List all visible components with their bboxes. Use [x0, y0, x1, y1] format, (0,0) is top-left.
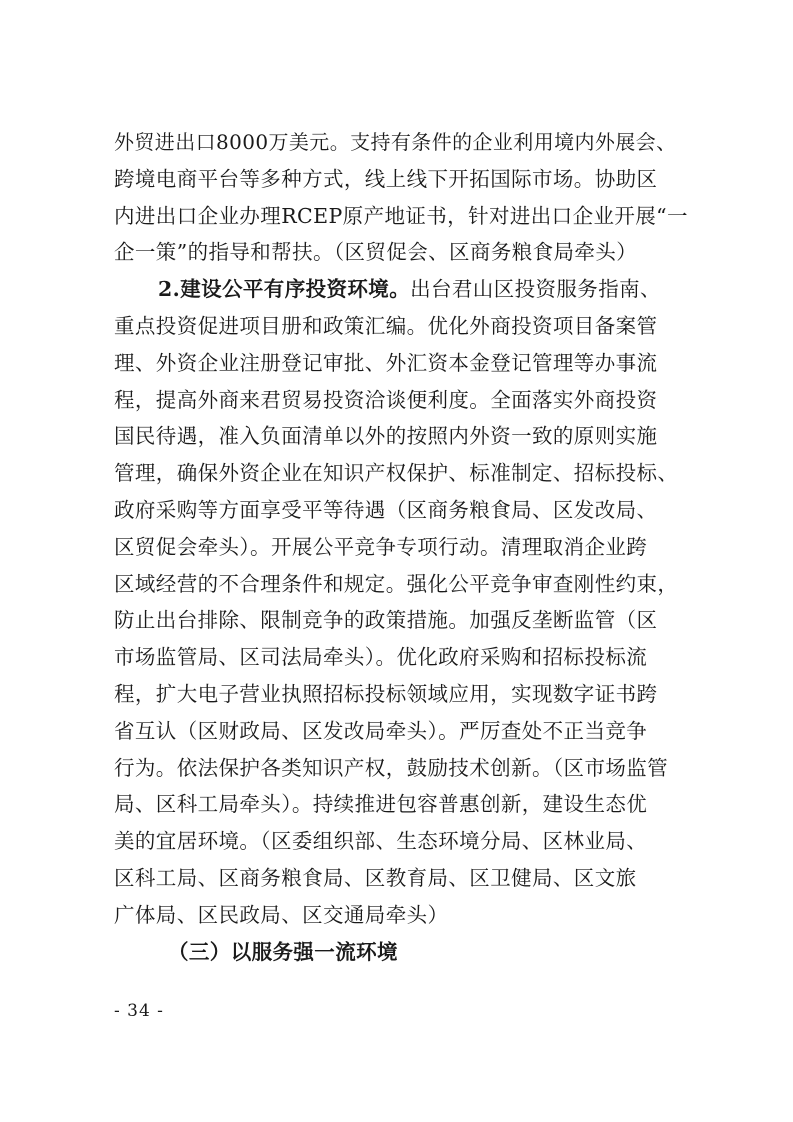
- body-line: 政府采购等方面享受平等待遇（区商务粮食局、区发改局、: [114, 497, 658, 522]
- body-line: 局、区科工局牵头）。持续推进包容普惠创新，建设生态优: [114, 792, 648, 817]
- page-number: - 34 -: [114, 1001, 164, 1021]
- body-line: 管理，确保外资企业在知识产权保护、标准制定、招标投标、: [114, 461, 679, 486]
- body-line: 重点投资促进项目册和政策汇编。优化外商投资项目备案管: [114, 313, 658, 338]
- body-line: 市场监管局、区司法局牵头）。优化政府采购和招标投标流: [114, 645, 648, 670]
- body-line: 省互认（区财政局、区发改局牵头）。严厉查处不正当竞争: [114, 718, 648, 743]
- paragraph-2-first-line: [114, 271, 682, 308]
- body-line: 企一策”的指导和帮扶。（区贸促会、区商务粮食局牵头）: [114, 240, 638, 265]
- body-line: 广体局、区民政局、区交通局牵头）: [114, 902, 449, 927]
- document-body: [114, 124, 688, 970]
- body-line: 国民待遇，准入负面清单以外的按照内外资一致的原则实施: [114, 424, 658, 449]
- body-text-run: 出台君山区投资服务指南、: [410, 277, 661, 302]
- body-line: 外贸进出口8000万美元。支持有条件的企业利用境内外展会、: [114, 130, 677, 154]
- section-heading: （三）以服务强一流环境: [168, 939, 398, 964]
- body-line: 区域经营的不合理条件和规定。强化公平竞争审查刚性约束，: [114, 571, 679, 596]
- body-line: 跨境电商平台等多种方式，线上线下开拓国际市场。协助区: [114, 166, 658, 191]
- body-line: 美的宜居环境。（区委组织部、生态环境分局、区林业局、: [114, 829, 648, 854]
- paragraph-2-lead-heading: 2.建设公平有序投资环境。: [158, 277, 411, 302]
- body-line: 理、外资企业注册登记审批、外汇资本金登记管理等办事流: [114, 350, 658, 375]
- body-line: 程，扩大电子营业执照招标投标领域应用，实现数字证书跨: [114, 681, 658, 706]
- body-line: 行为。依法保护各类知识产权，鼓励技术创新。（区市场监管: [114, 755, 669, 780]
- body-line: 内进出口企业办理RCEP原产地证书，针对进出口企业开展“一: [114, 203, 688, 228]
- body-line: 区贸促会牵头）。开展公平竞争专项行动。清理取消企业跨: [114, 534, 648, 559]
- body-line: 程，提高外商来君贸易投资洽谈便利度。全面落实外商投资: [114, 387, 658, 412]
- body-line: 区科工局、区商务粮食局、区教育局、区卫健局、区文旅: [114, 865, 637, 890]
- body-line: 防止出台排除、限制竞争的政策措施。加强反垄断监管（区: [114, 608, 658, 633]
